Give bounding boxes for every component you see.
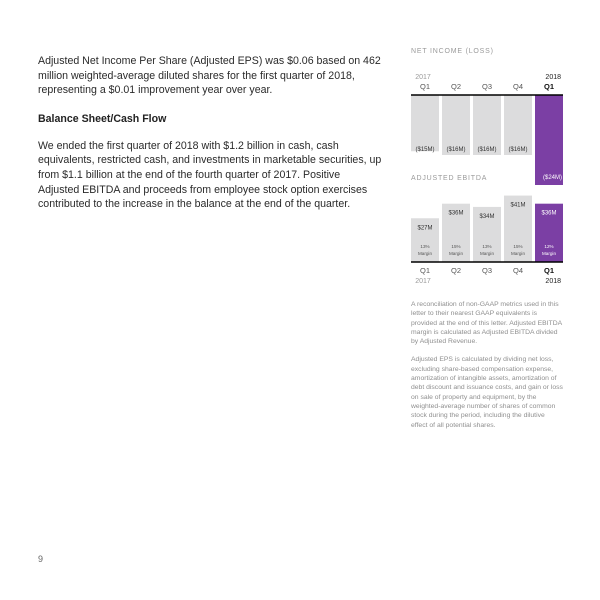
quarter-label: Q1 [419, 82, 431, 91]
ebitda-chart-title: ADJUSTED EBITDA [411, 175, 488, 182]
ebitda-margin-value: 15% [451, 244, 461, 249]
ebitda-margin-value: 13% [482, 244, 492, 249]
ebitda-value-label: $36M [541, 210, 557, 217]
ebitda-value-label: $27M [417, 225, 433, 232]
ebitda-value-label: $41M [510, 202, 526, 209]
balance-sheet-paragraph: We ended the first quarter of 2018 with $1.2 billion in cash, cash equivalents, restricted cash, and investments in marketable securities, up from $1.1 billion at the end of the fourth quarter of 2017. Positive Adjusted EBITDA and proceeds from employee stock option exercises contributed to the increase in the balance at the end of the quarter. [38, 139, 382, 211]
net-income-value-label: ($15M) [415, 147, 435, 153]
net-income-bar [411, 95, 439, 151]
quarter-label: Q1 [543, 82, 555, 91]
year-label-2017: 2017 [415, 74, 431, 81]
quarter-label: Q4 [512, 82, 524, 91]
section-heading: Balance Sheet/Cash Flow [38, 112, 167, 125]
adjusted-eps-note: Adjusted EPS is calculated by dividing net loss, excluding share-based compensation expense, amortization of intangible assets, amortization of debt discount and issuance costs, and gain or loss on sale of property and equipment, by the weighted-average number of shares of common stock during the period, including the dilutive effect of all potential shares. [411, 356, 563, 429]
year-label-2017: 2017 [415, 278, 431, 285]
net-income-bar [535, 95, 563, 185]
ebitda-margin-value: 12% [544, 244, 554, 249]
ebitda-margin-label: Margin [479, 251, 495, 256]
ebitda-value-label: $36M [448, 210, 464, 217]
ebitda-margin-label: Margin [417, 251, 433, 256]
quarter-label: Q3 [481, 266, 493, 275]
ebitda-chart [411, 182, 563, 294]
quarter-label: Q1 [419, 266, 431, 275]
net-income-value-label: ($16M) [477, 147, 497, 153]
quarter-label: Q4 [512, 266, 524, 275]
ebitda-margin-label: Margin [541, 251, 557, 256]
body-text [38, 54, 383, 212]
ebitda-value-label: $34M [479, 213, 495, 220]
net-income-value-label: ($24M) [542, 175, 562, 181]
page-number: 9 [38, 554, 44, 564]
ebitda-margin-label: Margin [510, 251, 526, 256]
sidebar [411, 48, 563, 430]
ebitda-margin-label: Margin [448, 251, 464, 256]
net-income-bar [442, 95, 470, 155]
quarter-label: Q2 [450, 266, 462, 275]
quarter-label: Q1 [543, 266, 555, 275]
non-gaap-note: A reconciliation of non-GAAP metrics used in this letter to their nearest GAAP equivalents is provided at the end of this letter. Adjusted EBITDA margin is calculated as Adjusted EBITDA divided by Adjusted Revenue. [411, 301, 562, 346]
year-label-2018: 2018 [545, 74, 561, 81]
net-income-bar [504, 95, 532, 155]
ebitda-margin-value: 15% [513, 244, 523, 249]
eps-paragraph: Adjusted Net Income Per Share (Adjusted EPS) was $0.06 based on 462 million weighted-average diluted shares for the first quarter of 2018, representing a $0.01 improvement year over year. [38, 55, 381, 97]
net-income-bar [473, 95, 501, 155]
year-label-2018: 2018 [545, 278, 561, 285]
quarter-label: Q2 [450, 82, 462, 91]
net-income-value-label: ($16M) [508, 147, 528, 153]
ebitda-margin-value: 13% [420, 244, 430, 249]
quarter-label: Q3 [481, 82, 493, 91]
net-income-value-label: ($16M) [446, 147, 466, 153]
net-income-chart-title: NET INCOME (LOSS) [411, 48, 494, 55]
